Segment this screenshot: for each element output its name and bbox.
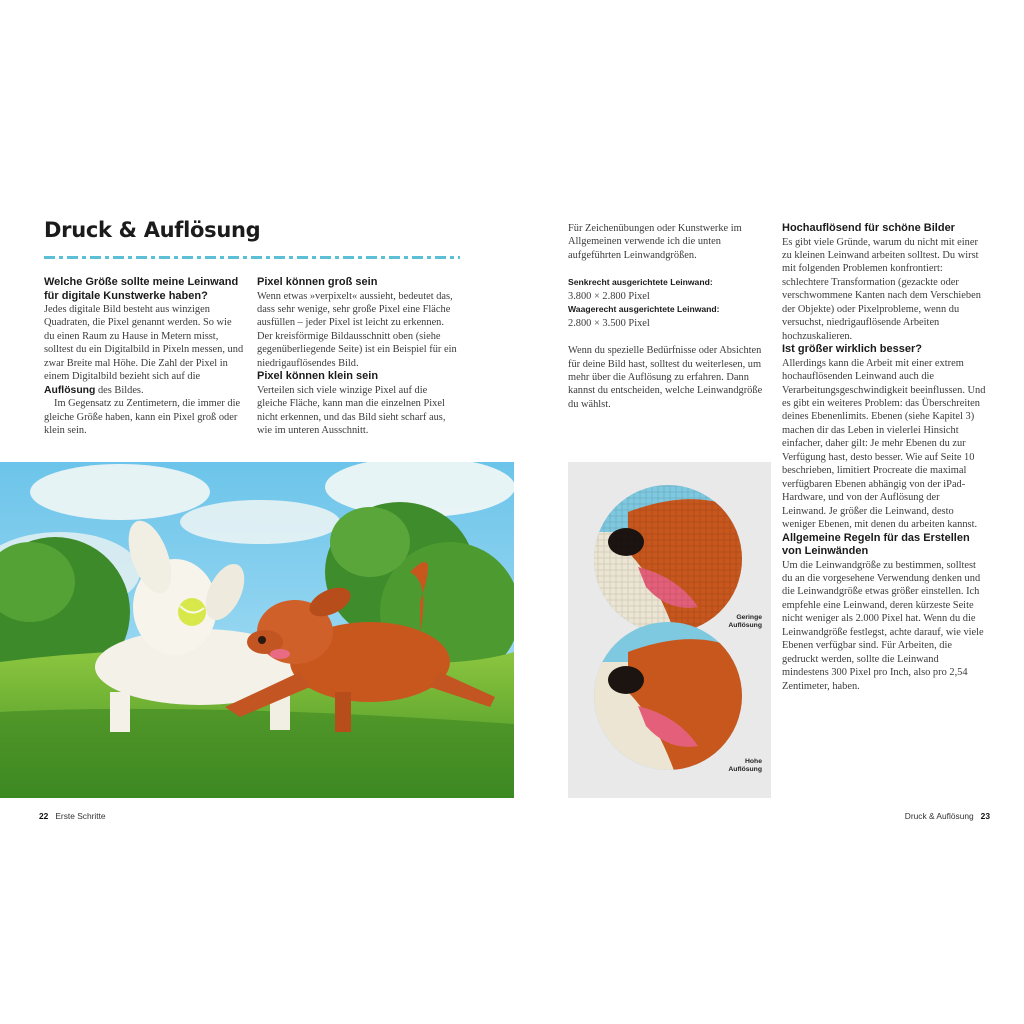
caption-line: Geringe	[736, 614, 762, 621]
paragraph: Im Gegensatz zu Zentimetern, die immer die gleiche Größe haben, kann ein Pixel groß oder klein sein.	[44, 398, 241, 437]
text-span: des Bildes.	[95, 384, 144, 396]
section-heading-general-rules: Allgemeine Regeln für das Erstellen von Leinwänden	[782, 531, 970, 558]
landscape-canvas-value: 2.800 × 3.500 Pixel	[568, 317, 650, 329]
footer-left	[32, 811, 106, 821]
portrait-canvas-value: 3.800 × 2.800 Pixel	[568, 290, 650, 302]
dashed-divider	[44, 256, 460, 259]
caption-line: Hohe	[745, 758, 762, 765]
section-heading-canvas-size: Welche Größe sollte meine Leinwand für digitale Kunstwerke haben?	[44, 276, 239, 302]
section-heading-bigger-better: Ist größer wirklich besser?	[782, 343, 922, 356]
caption-line: Auflösung	[728, 622, 762, 629]
text-span: Jedes digitale Bild besteht aus winzigen Quadraten, die Pixel genannt werden. So wie du einen Raum zu Hause in Metern misst, solltest du ein Digitalbild in Pixeln messen, und zwar Breite mal Höhe. Die Zahl der Pixel in einem Digitalbild bezieht sich auf die	[44, 304, 244, 383]
section-heading-pixels-small: Pixel können klein sein	[257, 370, 379, 383]
running-title-left: Erste Schritte	[55, 811, 106, 821]
paragraph: Wenn etwas »verpixelt« aussieht, bedeutet das, dass sehr wenige, sehr große Pixel eine Fläche ausfüllen – jeder Pixel ist leicht zu erkennen. Der kreisförmige Bildausschnitt oben (siehe gegenüberliegende Seite) ist ein Beispiel für ein niedrigauflösendes Bild.	[257, 290, 457, 369]
bold-term-resolution: Auflösung	[44, 384, 96, 396]
page-title: Druck & Auflösung	[44, 218, 261, 242]
dogs-illustration-art	[0, 462, 514, 798]
footer-right	[905, 811, 997, 821]
resolution-comparison-art	[568, 462, 771, 798]
caption-low-resolution	[702, 614, 762, 630]
caption-line: Auflösung	[728, 766, 762, 773]
caption-high-resolution	[702, 758, 762, 774]
portrait-canvas-label: Senkrecht ausgerichtete Leinwand:	[568, 277, 713, 288]
column-2	[257, 276, 457, 438]
paragraph: Um die Leinwandgröße zu bestimmen, solltest du an die vorgesehene Verwendung denken und die Leinwandgröße etwas größer einstellen. Ich empfehle eine Leinwand, deren kürzeste Seite nicht weniger als 2.000 Pixel hat. Wenn du die Leinwandgröße festlegst, achte darauf, wie viele Ebenen verfügbar sind. Für Arbeiten, die gedruckt werden, sollte die Leinwand mindestens 300 Pixel pro Inch, also pro 2,54 Zentimeter, haben.	[782, 559, 984, 692]
paragraph: Wenn du spezielle Bedürfnisse oder Absichten für deine Bild hast, solltest du weiterlesen, um mehr über die Auflösung zu erfahren. Dann kannst du entscheiden, welche Leinwandgröße du wählst.	[568, 345, 763, 410]
dogs-illustration	[0, 462, 514, 798]
column-4	[782, 222, 986, 693]
landscape-canvas-label: Waagerecht ausgerichtete Leinwand:	[568, 304, 720, 315]
paragraph: Allerdings kann die Arbeit mit einer extrem hochauflösenden Leinwand auch die Verarbeitungsgeschwindigkeit beeinflussen. Und es gibt ein weiteres Problem: das Überschreiten deines Ebenenlimits. Ebenen (siehe Kapitel 3) machen dir das Leben in vielerlei Hinsicht einfacher, daher gilt: Je mehr Ebenen du zur Verfügung hast, desto besser. Wie auf Seite 10 beschrieben, limitiert Procreate die maximal verfügbaren Ebenen abhängig von der iPad-Hardware, und von der Auflösung der Leinwand. Je größer die Leinwand, desto weniger Ebenen, mit denen du arbeiten kannst.	[782, 357, 986, 531]
section-heading-pixels-large: Pixel können groß sein	[257, 276, 378, 288]
page-number-left: 22	[39, 811, 49, 821]
resolution-comparison-image	[568, 462, 771, 798]
page-number-right: 23	[980, 811, 990, 821]
column-3	[568, 222, 764, 411]
paragraph: Für Zeichenübungen oder Kunstwerke im Allgemeinen verwende ich die unten aufgeführten Leinwandgrößen.	[568, 223, 742, 261]
paragraph	[44, 303, 244, 397]
paragraph: Es gibt viele Gründe, warum du nicht mit einer zu kleinen Leinwand arbeiten solltest. Du wirst mit folgenden Problemen konfrontiert: schlechtere Transformation (gezackte oder verschwommene Kanten nach dem Verschieben der Objekte) oder Pixelprobleme, wenn du versuchst, niedrigauflösende Arbeiten hochzuskalieren.	[782, 236, 981, 342]
running-title-right: Druck & Auflösung	[904, 811, 974, 821]
paragraph: Verteilen sich viele winzige Pixel auf die gleiche Fläche, kann man die einzelnen Pixel nicht erkennen, und das Bild sieht scharf aus, wie im unteren Ausschnitt.	[257, 384, 446, 437]
section-heading-high-res: Hochauflösend für schöne Bilder	[782, 222, 955, 234]
column-1	[44, 276, 244, 438]
